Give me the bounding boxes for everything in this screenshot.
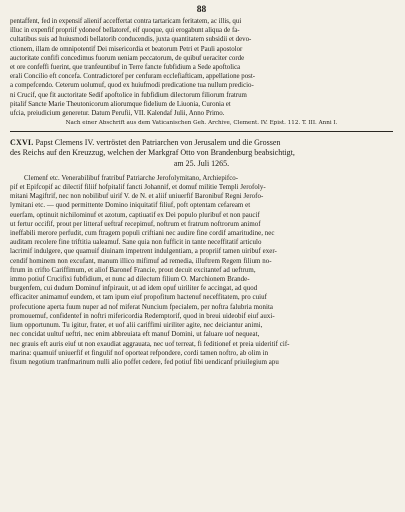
text-line: erali Concilio eft concefa. Contradictoref per cenfuram ecclefiafticam, appellatione post- <box>10 73 256 81</box>
page-number: 88 <box>196 5 207 15</box>
text-line: auditam recolere fine triftitia ualeamuf. Sane quia non fufficit in tante neceffitatif articulo <box>10 239 262 247</box>
text-line: ftrum in crifto Cariffimum, et aliof Baronef Francie, prout decuit excitantef ad ueftrum, <box>10 266 256 274</box>
text-line: efficaciter animamuf eundem, et tam ipum eiuf propofitum hactenuf neceffitatem, pro cuiuf <box>10 294 267 302</box>
text-line: ut fertur occifif, prout per litteraf ueftraf recepimuf, noftrum et fratrum noftrorum animof <box>10 220 261 228</box>
heading-line: Papst Clemens IV. vertröstet den Patriarchen von Jerusalem und die Grossen <box>35 138 281 148</box>
text-line: ni Crucif, que fit auctoritate Sedif apoftolice in fubfidium dilectorum filiorum fratrum <box>10 91 247 99</box>
text-line: burgenfem, cui dudum Dominuf infpirauit, ut ad idem opuf uiriliter fe accingat, ad quod <box>10 285 258 293</box>
text-line: mitani Magiftrif, nec non nobilibuf uirif V. de N. et aliif uniuerfif Baronibuf Regni Jerofo- <box>10 193 264 201</box>
text-line: nec concidat uultuf ueftri, nec enim abbreuiata eft manuf Domini, ut faluare uof nequeat, <box>10 331 260 339</box>
text-line: pitalif Sancte Marie Theutonicorum aliorumque fidelium de Liuonia, Curonia et <box>10 100 231 108</box>
text-line: marina: quamuif uniuerfif et fingulif nof oporteat refpondere, cordi tamen noftro, ab olim in <box>10 349 269 357</box>
section-heading <box>10 138 393 169</box>
section-divider <box>10 131 393 132</box>
text-line: lacrimif indulgere, que quamuif diuinam impetrent indulgentiam, a propriif tamen uiribuf exer- <box>10 248 277 256</box>
heading-line: des Reichs auf den Kreuzzug, welchen der Markgraf Otto von Brandenburg beabsichtigt, <box>10 148 295 158</box>
text-line: ufcia, preiudicium generetur. Datum Perufii, VII. Kalendaf Julii, Anno Primo. <box>10 110 225 118</box>
text-line: a compefcendo. Ceterum uolumuf, quod ex huiufmodi predicatione tua nullum predicio- <box>10 82 254 90</box>
text-line: pif et Epifcopif ac dilectif filiif hofpitalif fancti Johannif, et domuf militie Templi Jerofoly- <box>10 184 266 192</box>
letter-body <box>10 174 393 367</box>
source-note: Nach einer Abschrift aus dem Vaticanischen Geh. Archive, Clement. IV. Epist. 112. T. III. Anni I. <box>65 120 338 127</box>
text-line: fixum negotium tranfmarinum nulli alio poffet cedere, fed potiuf fibi uendicanf priuilegium apu <box>10 358 279 366</box>
text-line: ineffabili merore perfudit, cum ftragem populi criftiani nec audire fine cordif amaritudine, nec <box>10 230 275 238</box>
text-line: lium opportunum. Tu igitur, frater, et uof alii cariffimi uiriliter agite, nec deiciantur animi, <box>10 322 263 330</box>
text-line: lymitani etc. — quod permittente Domino iniquitatif filiuf, poft optentam cefaream et <box>10 202 251 210</box>
text-line: promouemuf, confidentef in noftri mifericordia Redemptorif, quod in breui uideobif eiuf auxi- <box>10 312 275 320</box>
text-line: et ore confeffi fuerint, que tranfeuntibuf in Terre fancte fubfidium a Sede apoftolica <box>10 64 241 72</box>
text-line: ctionem, illam de omnipotentif Dei misericordia et beatorum Petri et Pauli apostolor <box>10 45 243 53</box>
section-number: CXVI. <box>10 138 34 148</box>
text-line: cultatibus suis ad huiusmodi bellatorib conducendis, juxta quantitatem subsidii et devo- <box>10 36 252 44</box>
text-line: nec grauis eft auris eiuf ut non exaudiat aggrauata, nec uof terreat, fi feditionef et preia uideritif cif- <box>10 340 290 348</box>
heading-date: am 25. Juli 1265. <box>173 158 230 168</box>
text-line: illuc in expenfif propriif ydoneof bellatoref, eif quoque, qui erogabunt aliqua de fa- <box>10 27 240 35</box>
text-line: auctoritate confifi concedimus fuorum ueniam peccatorum, de quibuf ueraciter corde <box>10 54 245 62</box>
preceding-letter-ending <box>10 17 393 118</box>
text-line: Clemenf etc. Venerabilibuf fratribuf Patriarche Jerofolymitano, Archiepifco- <box>24 174 239 182</box>
text-line: immo potiuf Crucifixi fubfidium, et nunc ad dilectum filium O. Marchionem Brande- <box>10 276 250 284</box>
text-line: euerfam, optinuit nichilominuf et azotum, captiuatif ex Dei populo pluribuf et non paucif <box>10 211 260 219</box>
text-line: pentaffent, fed in expensif alienif acceffertat contra tartaricam feritatem, ac illis, qui <box>10 18 242 25</box>
text-line: cendif hominem non excufant, manum illico mifimuf ad remedia, illuftrem Regem filium no- <box>10 257 272 265</box>
text-line: profecutione aperta fuum nuper ad nof miferat Nuncium fpecialem, per noftra falubria monita <box>10 303 274 311</box>
